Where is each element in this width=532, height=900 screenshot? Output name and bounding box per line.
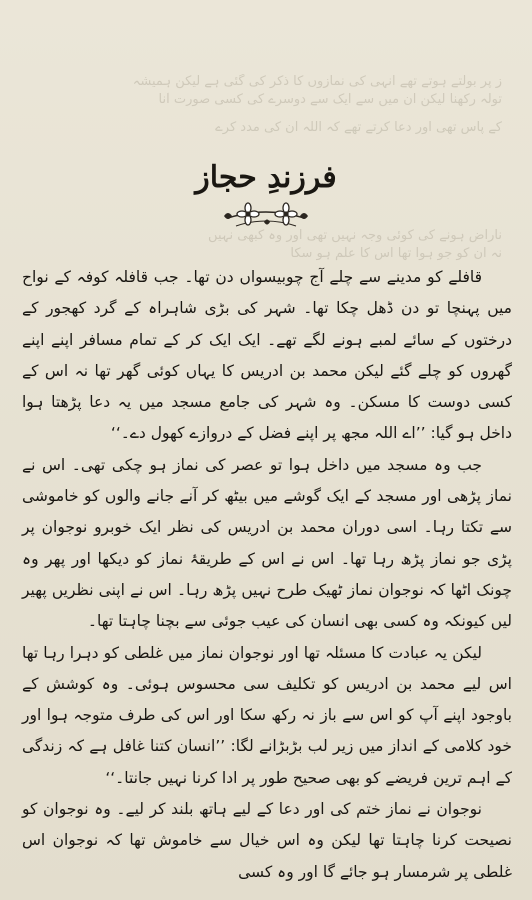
bleed-line: تولہ رکھنا لیکن ان میں سے ایک سے دوسرے کی کسی صورت آنا [158, 92, 502, 107]
bleed-line: کے پاس تھی اور دعا کرتے تھے کہ اللہ ان کی مدد کرے [215, 120, 502, 135]
flower-ornament-icon [216, 196, 316, 236]
bleed-line: نہ ان کو جو ہوا تھا اس کا علم ہو سکا [290, 246, 502, 261]
paragraph: قافلے کو مدینے سے چلے آج چوبیسواں دن تھا۔ جب قافلہ کوفہ کے نواح میں پہنچا تو دن ڈھل چکا تھا۔ شہر کی بڑی شاہراہ کے گرد کھجور کے درختوں کے سائے لمبے ہونے لگے تھے۔ ایک ایک کر کے تمام مسافر اپنے اپنے گھروں کو چلے گئے لیکن محمد بن ادریس کا یہاں کوئی گھر تھا نہ اس کے کسی دوست کا مسکن۔ وہ شہر کی جامع مسجد میں یہ دعا پڑھتا ہوا داخل ہو گیا: ’’اے اللہ مجھ پر اپنے فضل کے دروازے کھول دے۔‘‘ [22, 268, 512, 443]
paragraph: جب وہ مسجد میں داخل ہوا تو عصر کی نماز ہو چکی تھی۔ اس نے نماز پڑھی اور مسجد کے ایک گوشے میں بیٹھ کر آنے جانے والوں کو خاموشی سے تکتا رہا۔ اسی دوران محمد بن ادریس کی نظر ایک خوبرو نوجوان پر پڑی جو نماز پڑھ رہا تھا۔ اس نے اس کے طریقۂ نماز کو دیکھا اور پھر وہ چونک اٹھا کہ نوجوان نماز ٹھیک طرح نہیں پڑھ رہا۔ اس نے اپنی نظریں پھیر لیں کیونکہ وہ کسی بھی انسان کی عیب جوئی سے بچنا چاہتا تھا۔ [22, 455, 512, 631]
chapter-title: فرزندِ حجاز [195, 160, 337, 195]
bleed-line: ز پر بولتے ہوتے تھے انہی کی نمازوں کا ذکر کی گئی ہے لیکن ہمیشہ [132, 74, 502, 89]
paragraph: لیکن یہ عبادت کا مسئلہ تھا اور نوجوان نماز میں غلطی کو دہرا رہا تھا اس لیے محمد بن ادریس کو تکلیف سی محسوس ہوئی۔ وہ کوشش کے باوجود اپنے آپ کو اس سے باز نہ رکھ سکا اور اس کی طرف متوجہ ہوا اور خود کلامی کے انداز میں زیر لب بڑبڑانے لگا: ’’انسان کتنا غافل ہے کہ زندگی کے اہم ترین فریضے کو بھی صحیح طور پر ادا کرنا نہیں جانتا۔‘‘ [22, 643, 512, 787]
body-text [22, 262, 512, 888]
bleed-line: ناراض ہونے کی کوئی وجہ نہیں تھی اور وہ کبھی نہیں [208, 228, 502, 243]
paragraph: نوجوان نے نماز ختم کی اور دعا کے لیے ہاتھ بلند کر لیے۔ وہ نوجوان کو نصیحت کرنا چاہتا تھا لیکن وہ اس خیال سے خاموش تھا کہ نوجوان اس غلطی پر شرمسار ہو جائے گا اور وہ کسی [22, 800, 512, 881]
